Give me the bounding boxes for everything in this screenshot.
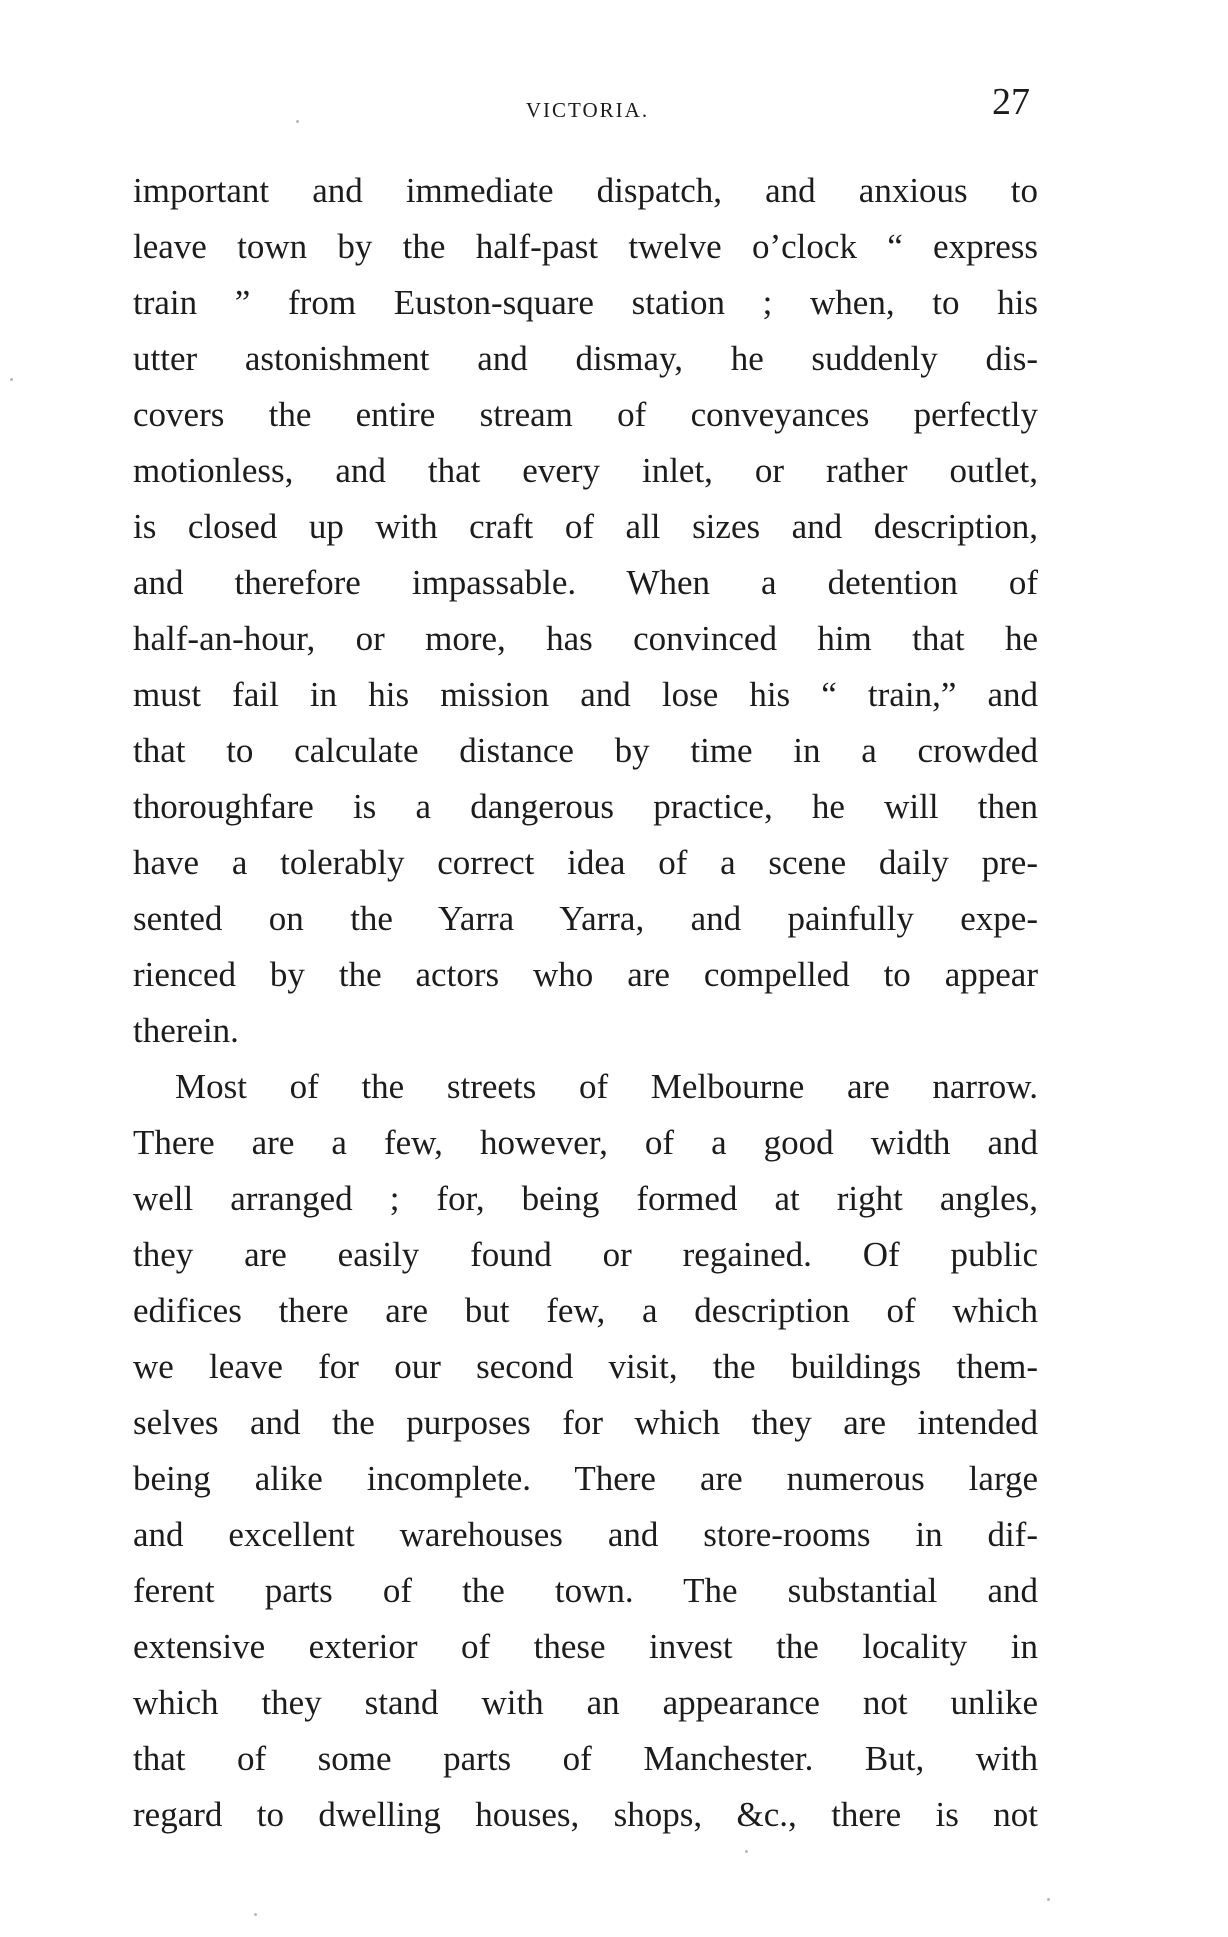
text-line: half-an-hour, or more, has convinced him that he (133, 619, 1038, 658)
paper-speck (10, 378, 13, 381)
text-line: that of some parts of Manchester. But, with (133, 1739, 1038, 1778)
paragraph (133, 1059, 1038, 1843)
text-line: train ” from Euston-square station ; when, to his (133, 283, 1038, 322)
paper-speck (1047, 1898, 1050, 1901)
text-line: they are easily found or regained. Of public (133, 1235, 1038, 1274)
text-line: Most of the streets of Melbourne are narrow. (175, 1067, 1038, 1106)
text-line: and excellent warehouses and store-rooms in dif- (133, 1515, 1038, 1554)
paragraph (133, 163, 1038, 1059)
text-line: ferent parts of the town. The substantial and (133, 1571, 1038, 1610)
text-line: therein. (133, 1011, 239, 1050)
text-line: important and immediate dispatch, and anxious to (133, 171, 1038, 210)
text-line: motionless, and that every inlet, or rather outlet, (133, 451, 1038, 490)
text-line: we leave for our second visit, the buildings them- (133, 1347, 1038, 1386)
text-line: which they stand with an appearance not unlike (133, 1683, 1038, 1722)
body-text (133, 163, 1038, 1843)
paper-speck (254, 1913, 257, 1916)
text-line: sented on the Yarra Yarra, and painfully expe- (133, 899, 1038, 938)
paper-speck (296, 120, 299, 123)
text-line: have a tolerably correct idea of a scene daily pre- (133, 843, 1038, 882)
page-number: 27 (992, 81, 1030, 123)
text-line: is closed up with craft of all sizes and description, (133, 507, 1038, 546)
text-line: that to calculate distance by time in a crowded (133, 731, 1038, 770)
text-line: extensive exterior of these invest the locality in (133, 1627, 1038, 1666)
text-line: covers the entire stream of conveyances perfectly (133, 395, 1038, 434)
text-line: leave town by the half-past twelve o’clock “ express (133, 227, 1038, 266)
paper-speck (745, 1850, 748, 1853)
text-line: selves and the purposes for which they are intended (133, 1403, 1038, 1442)
text-line: rienced by the actors who are compelled to appear (133, 955, 1038, 994)
text-line: being alike incomplete. There are numerous large (133, 1459, 1038, 1498)
running-head (135, 80, 1040, 140)
text-line: edifices there are but few, a description of which (133, 1291, 1038, 1330)
text-line: utter astonishment and dismay, he suddenly dis- (133, 339, 1038, 378)
text-line: There are a few, however, of a good width and (133, 1123, 1038, 1162)
running-title: VICTORIA. (525, 98, 650, 122)
text-line: well arranged ; for, being formed at right angles, (133, 1179, 1038, 1218)
text-line: thoroughfare is a dangerous practice, he will then (133, 787, 1038, 826)
text-line: must fail in his mission and lose his “ train,” and (133, 675, 1038, 714)
text-line: regard to dwelling houses, shops, &c., there is not (133, 1795, 1038, 1834)
text-line: and therefore impassable. When a detention of (133, 563, 1038, 602)
